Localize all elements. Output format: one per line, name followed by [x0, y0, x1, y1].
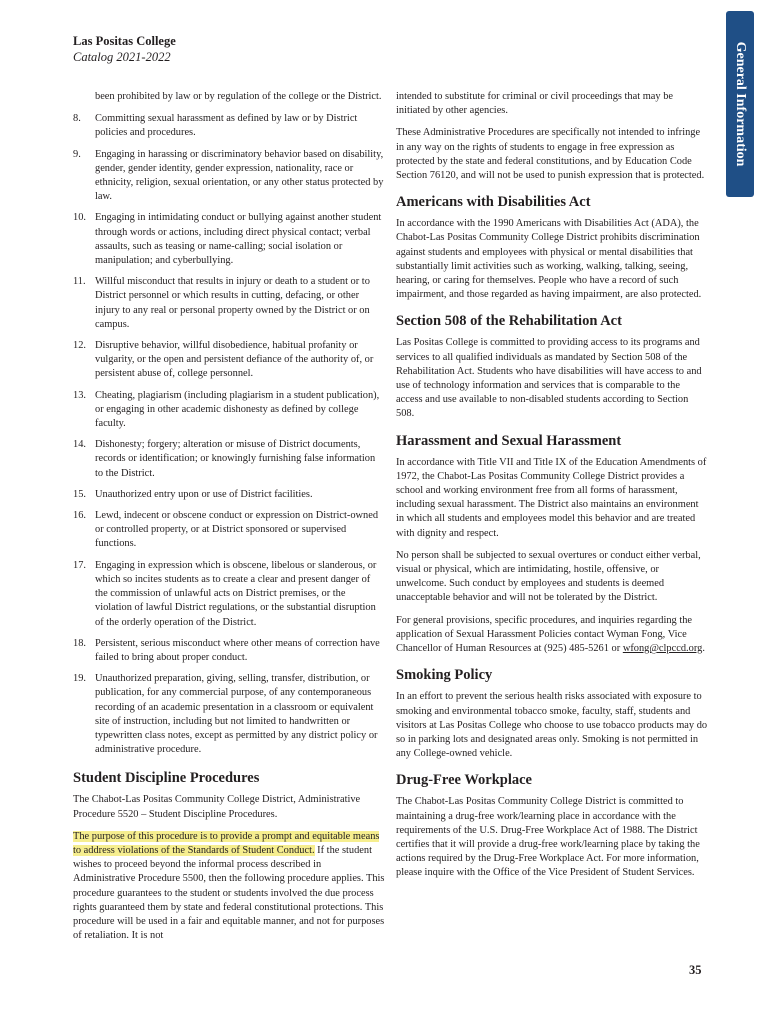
email-link[interactable]: wfong@clpccd.org [622, 643, 703, 655]
list-item-number: 17. [73, 559, 86, 571]
list-item-number: 14. [73, 439, 86, 451]
list-item [73, 112, 385, 140]
list-item [73, 275, 385, 332]
student-discipline-heading: Student Discipline Procedures [73, 770, 260, 787]
list-item-text: Unauthorized preparation, giving, selling, transfer, distribution, or publication, for any commercial purpose, of any contemporaneous recording of an academic presentation in a classroom or equivalent site of instruction, including but not limited to handwritten or typewritten class notes, except as permitted by any district policy or administrative procedure. [95, 673, 378, 756]
student-discipline-para-2-rest: If the student wishes to proceed beyond the informal process described in Administrative Procedure 5500, then the following procedure applies. This procedure guarantees to the student or students involved the due process rights guaranteed them by state and federal constitutional protections. This procedure will be used in a fair and equitable manner, and not for purposes of retaliation. It is not [73, 844, 385, 942]
smoking-heading: Smoking Policy [396, 667, 493, 684]
harassment-para-1: In accordance with Title VII and Title IX of the Education Amendments of 1972, the Chabot-Las Positas Community College District provides a school and working environment free from all forms of harassment, including sexual harassment. The District also maintains an environment in which all students and employees model this behavior and are treated with dignity and respect. [396, 456, 707, 539]
list-item-number: 18. [73, 637, 86, 649]
list-item-number: 12. [73, 340, 86, 352]
smoking-para: In an effort to prevent the serious health risks associated with exposure to smoking and environmental tobacco smoke, faculty, staff, students and visitors at Las Positas College who choose to use tobacco products may do so in parking lots and designated areas only. Smoking is not permitted in any College-owned vehicle. [396, 691, 708, 760]
catalog-year: Catalog 2021-2022 [73, 50, 171, 64]
procedures-continuation: intended to substitute for criminal or civil proceedings that may be initiated by other agencies. [396, 91, 674, 117]
list-item-number: 16. [73, 510, 86, 522]
list-item-text: Engaging in intimidating conduct or bullying against another student through words or actions, including direct physical contact; verbal assaults, such as teasing or name-calling; social isolation or manipulation; and cyberbullying. [95, 212, 382, 267]
ada-para: In accordance with the 1990 Americans with Disabilities Act (ADA), the Chabot-Las Positas Community College District prohibits discrimination against students and employees with physical or mental disabilities that substantially limit activities such as working, walking, talking, seeing, hearing, or caring for themselves. People who have a record of such impairment, and those regarded as having impairment, are also protected. [396, 218, 702, 301]
list-item-number: 8. [73, 113, 81, 125]
college-name: Las Positas College [73, 34, 176, 48]
list-item [73, 672, 385, 757]
harassment-para-3-end: . [702, 643, 705, 655]
list-item [73, 559, 385, 630]
list-item-text: Willful misconduct that results in injury or death to a student or to District personnel or which results in cutting, defacing, or other injury to any real or personal property owned by the District or on campus. [95, 276, 370, 330]
student-discipline-para-1: The Chabot-Las Positas Community College District, Administrative Procedure 5520 – Student Discipline Procedures. [73, 794, 361, 820]
section-tab [726, 11, 754, 197]
list-item-text: Engaging in expression which is obscene, libelous or slanderous, or which so incites students as to create a clear and present danger of the commission of unlawful acts on District premises, or the violation of lawful District regulations, or the substantial disruption of the orderly operation of the District. [95, 559, 377, 628]
harassment-heading: Harassment and Sexual Harassment [396, 432, 622, 449]
ada-heading: Americans with Disabilities Act [396, 194, 591, 211]
list-item-text: Cheating, plagiarism (including plagiarism in a student publication), or engaging in other academic dishonesty as defined by college faculty. [95, 389, 380, 430]
list-item-text: Unauthorized entry upon or use of District facilities. [95, 488, 313, 500]
list-item [73, 637, 385, 665]
list-item-number: 19. [73, 673, 86, 685]
page-header [73, 33, 176, 65]
list-item-text: Engaging in harassing or discriminatory behavior based on disability, gender, gender identity, gender expression, nationality, race or ethnicity, religion, sexual orientation, or any other status protected by law. [95, 148, 384, 203]
section-508-heading: Section 508 of the Rehabilitation Act [396, 313, 622, 330]
list-item [73, 148, 385, 205]
drug-free-para: The Chabot-Las Positas Community College District is committed to maintaining a drug-free work/learning place in accordance with the requirements of the U.S. Drug-Free Workplace Act of 1988. The District certifies that it will provide a drug-free work/learning place by taking the actions required by the Drug-Free Workplace Act. For more information, please inquire with the Office of the Vice President of Student Services. [396, 796, 700, 879]
list-item [73, 211, 385, 268]
drug-free-heading: Drug-Free Workplace [396, 772, 532, 789]
page-number: 35 [689, 963, 702, 977]
list-continuation: been prohibited by law or by regulation of the college or the District. [95, 91, 382, 102]
list-item [73, 389, 385, 432]
conduct-violations-list [73, 112, 385, 757]
list-item [73, 509, 385, 552]
section-508-para: Las Positas College is committed to providing access to its programs and services to all qualified individuals as mandated by Section 508 of the Rehabilitation Act. Students who have disabilities will have access to and use of technology information and services that is comparable to the access and use available to non-disabled students according to Section 508. [396, 337, 702, 420]
harassment-para-2: No person shall be subjected to sexual overtures or conduct either verbal, visual or physical, which are intimidating, hostile, offensive, or unwelcome. Such conduct by employees and students is deemed unacceptable behavior and will not be tolerated by the District. [396, 549, 701, 604]
student-discipline-para-2 [73, 830, 385, 944]
list-item-number: 13. [73, 389, 86, 401]
list-item-text: Persistent, serious misconduct where other means of correction have failed to bring about proper conduct. [95, 637, 380, 663]
list-item-number: 10. [73, 212, 86, 224]
right-column [396, 90, 708, 889]
list-item-text: Disruptive behavior, willful disobedience, habitual profanity or vulgarity, or the open and persistent defiance of the authority of, or persistent abuse of, college personnel. [95, 340, 374, 380]
section-tab-label: General Information [733, 41, 748, 167]
list-item [73, 339, 385, 382]
list-item [73, 438, 385, 481]
left-column [73, 90, 385, 951]
admin-procedures-para: These Administrative Procedures are specifically not intended to infringe in any way on the rights of students to engage in free expression as protected by the state and federal constitutions, and by Education Code Section 76120, and will not be used to punish expression that is protected. [396, 127, 705, 182]
harassment-para-3 [396, 614, 708, 657]
harassment-para-3-text: For general provisions, specific procedures, and inquiries regarding the application of Sexual Harassment Policies contact Wyman Fong, Vice Chancellor of Human Resources at (925) 485-5261 or [396, 614, 693, 655]
list-item-number: 15. [73, 488, 86, 500]
list-item-text: Committing sexual harassment as defined by law or by District policies and procedures. [95, 113, 358, 139]
list-item [73, 488, 385, 502]
list-item-text: Lewd, indecent or obscene conduct or expression on District-owned or controlled property, or at District sponsored or supervised functions. [95, 510, 379, 550]
list-item-text: Dishonesty; forgery; alteration or misuse of District documents, records or identification; or knowingly furnishing false information to the District. [95, 439, 376, 479]
highlighted-text: The purpose of this procedure is to provide a prompt and equitable means to address violations of the Standards of Student Conduct. [73, 830, 380, 856]
list-item-number: 11. [73, 276, 86, 288]
list-item-number: 9. [73, 148, 81, 160]
